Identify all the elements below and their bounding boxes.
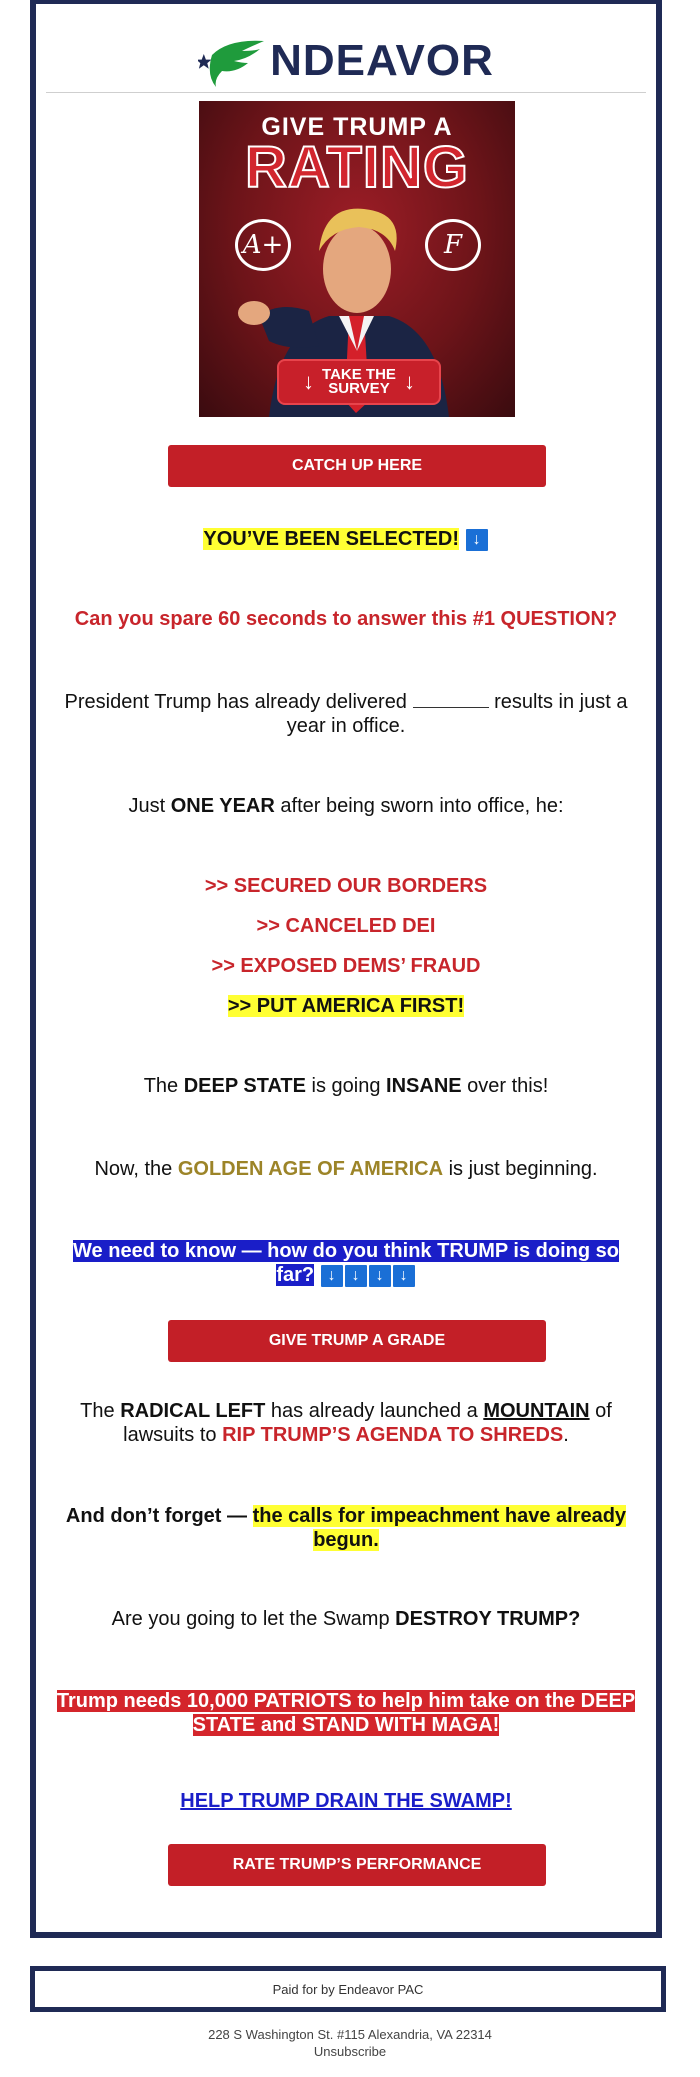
radical-left-paragraph [56, 1399, 636, 1447]
one-year-paragraph [56, 794, 636, 818]
deep-state-text: is going [305, 1075, 387, 1097]
deep-state-bold: DEEP STATE [183, 1075, 306, 1097]
radical-text: of lawsuits to [123, 1400, 612, 1446]
achievement-item [56, 994, 636, 1018]
achievement-item-highlight: >> PUT AMERICA FIRST! [227, 995, 465, 1017]
deep-state-bold: INSANE [386, 1075, 462, 1097]
arrow-down-icon: ↓ [320, 1264, 344, 1288]
radical-bold: RADICAL LEFT [120, 1400, 266, 1422]
rate-performance-button[interactable]: RATE TRUMP’S PERFORMANCE [168, 1844, 546, 1886]
deep-state-text: The [143, 1075, 184, 1097]
hero-title-line1: GIVE TRUMP A [261, 113, 453, 141]
selected-text: YOU’VE BEEN SELECTED! [203, 528, 460, 550]
hero-cta-line1: TAKE THE [322, 366, 396, 383]
hero-cta-line2: SURVEY [328, 380, 390, 397]
email-container [30, 0, 662, 1938]
impeachment-highlight: the calls for impeachment have already begun. [252, 1505, 627, 1551]
radical-mountain: MOUNTAIN [483, 1400, 590, 1422]
deep-state-paragraph [56, 1074, 636, 1098]
golden-age-text: is just beginning. [443, 1158, 598, 1180]
swamp-text: Are you going to let the Swamp [111, 1608, 396, 1630]
unsubscribe-link[interactable]: Unsubscribe [313, 2044, 387, 2059]
need-to-know-text: We need to know — how do you think TRUMP is doing so far? [73, 1240, 619, 1286]
radical-text: has already launched a [265, 1400, 484, 1422]
hero-title-line2: RATING [244, 135, 469, 200]
radical-text: The [80, 1400, 121, 1422]
arrow-down-icon: ↓ [344, 1264, 368, 1288]
hero-banner-image[interactable] [199, 101, 515, 417]
eagle-logo-icon [198, 35, 268, 87]
achievement-item: >> SECURED OUR BORDERS [204, 875, 488, 897]
arrow-down-icon: ↓ [403, 369, 415, 394]
delivered-text-a: President Trump has already delivered [64, 691, 407, 713]
take-survey-badge[interactable] [277, 359, 441, 405]
paid-for-footer [30, 1966, 666, 2012]
swamp-paragraph [56, 1607, 636, 1631]
achievement-item: >> EXPOSED DEMS’ FRAUD [211, 955, 481, 977]
logo-header [46, 30, 646, 93]
give-grade-button[interactable]: GIVE TRUMP A GRADE [168, 1320, 546, 1362]
golden-age-highlight: GOLDEN AGE OF AMERICA [177, 1158, 444, 1180]
radical-text: . [563, 1424, 569, 1446]
arrow-down-icon: ↓ [368, 1264, 392, 1288]
arrow-down-icon: ↓ [465, 528, 489, 552]
need-to-know-paragraph [56, 1239, 636, 1288]
address-block [0, 2026, 700, 2060]
one-year-text: after being sworn into office, he: [274, 795, 564, 817]
achievement-item: >> CANCELED DEI [256, 915, 436, 937]
question-heading: Can you spare 60 seconds to answer this #1 QUESTION? [74, 608, 618, 630]
grade-a-plus-badge: A+ [235, 219, 291, 271]
impeachment-text: And don’t forget — [65, 1505, 253, 1527]
delivered-text-b: results in just a year in office. [286, 691, 628, 737]
selected-heading [56, 527, 636, 552]
drain-swamp-paragraph [56, 1789, 636, 1813]
mailing-address: 228 S Washington St. #115 Alexandria, VA 22314 [208, 2027, 492, 2042]
golden-age-paragraph [56, 1157, 636, 1181]
one-year-text: Just [128, 795, 171, 817]
patriots-paragraph [56, 1689, 636, 1737]
one-year-bold: ONE YEAR [170, 795, 275, 817]
drain-swamp-link[interactable]: HELP TRUMP DRAIN THE SWAMP! [180, 1790, 512, 1812]
patriots-text: Trump needs 10,000 PATRIOTS to help him take on the DEEP STATE and STAND WITH MAGA! [56, 1690, 636, 1736]
radical-red: RIP TRUMP’S AGENDA TO SHREDS [222, 1424, 564, 1446]
deep-state-text: over this! [461, 1075, 549, 1097]
logo-wordmark: NDEAVOR [270, 36, 494, 85]
arrow-down-icon: ↓ [392, 1264, 416, 1288]
arrow-down-icon: ↓ [303, 369, 315, 394]
paid-for-text: Paid for by Endeavor PAC [272, 1981, 424, 1997]
delivered-paragraph [56, 689, 636, 738]
grade-f-badge: F [425, 219, 481, 271]
golden-age-text: Now, the [94, 1158, 178, 1180]
catch-up-button[interactable]: CATCH UP HERE [168, 445, 546, 487]
swamp-bold: DESTROY TRUMP? [395, 1608, 581, 1630]
impeachment-paragraph [56, 1504, 636, 1552]
